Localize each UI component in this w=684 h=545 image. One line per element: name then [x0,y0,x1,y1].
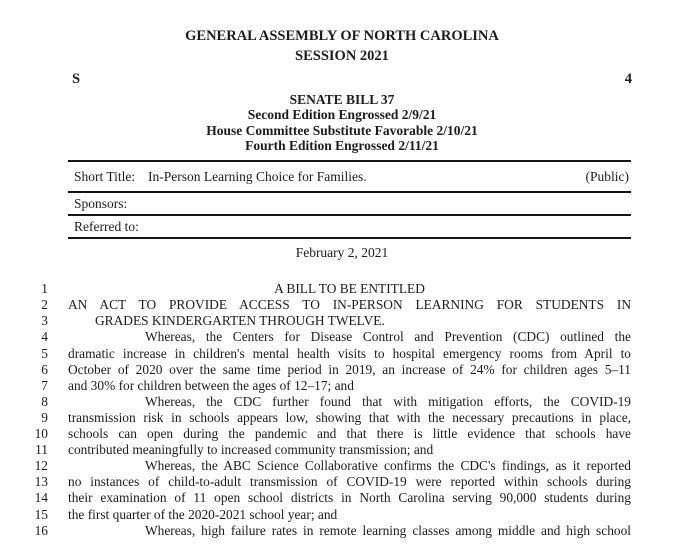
line-number: 9 [41,409,48,425]
bill-line [0,410,684,426]
line-text: transmission risk in schools appears low, showing that with the necessary precautions in place, [68,409,631,425]
referred-to-row [68,216,631,239]
short-title-label: Short Title: [74,168,136,184]
chamber-letter: S [72,71,81,87]
line-number: 2 [41,297,48,313]
line-text: Whereas, the ABC Science Collaborative confirms the CDC's findings, as it reported [145,458,631,474]
line-number: 16 [34,522,48,538]
version-row [72,72,632,87]
bill-line [0,523,684,539]
bill-line [0,507,684,523]
edition-history-line: Fourth Edition Engrossed 2/11/21 [245,137,439,153]
line-text: Whereas, the CDC further found that with mitigation efforts, the COVID-19 [145,393,631,409]
document-header [0,0,684,66]
bill-line [0,329,684,345]
line-number: 5 [41,345,48,361]
line-text: their examination of 11 open school districts in North Carolina serving 90,000 students during [68,490,631,506]
line-number: 10 [34,426,48,442]
bill-line [0,458,684,474]
bill-line [0,297,684,313]
bill-heading [0,92,684,153]
line-text: schools can open during the pandemic and that there is little evidence that schools have [68,426,631,442]
line-number: 12 [34,458,48,474]
bill-line [0,426,684,442]
line-text: AN ACT TO PROVIDE ACCESS TO IN-PERSON LEARNING FOR STUDENTS IN [68,297,631,313]
bill-line [0,281,684,297]
sponsors-label: Sponsors: [74,195,128,211]
line-text: contributed meaningfully to increased community transmission; and [68,442,434,458]
public-designation: (Public) [585,168,629,184]
line-number: 8 [41,393,48,409]
bill-line [0,362,684,378]
bill-line [0,346,684,362]
line-text: October of 2020 over the same time period in 2019, an increase of 24% for children ages 5–11 [68,361,631,377]
line-text: GRADES KINDERGARTEN THROUGH TWELVE. [95,313,385,329]
session-title: SESSION 2021 [295,47,389,64]
bill-line [0,313,684,329]
edition-history-line: House Committee Substitute Favorable 2/10/21 [206,122,478,138]
bill-line [0,490,684,506]
assembly-title: GENERAL ASSEMBLY OF NORTH CAROLINA [185,28,499,44]
edition-number: 4 [624,71,632,87]
line-number: 7 [41,377,48,393]
line-number: 6 [41,361,48,377]
line-text: Whereas, the Centers for Disease Control and Prevention (CDC) outlined the [145,329,631,345]
line-number: 15 [34,506,48,522]
line-text: Whereas, high failure rates in remote learning classes among middle and high school [145,522,631,538]
line-text: and 30% for children between the ages of 12–17; and [68,377,354,393]
edition-history-line: Second Edition Engrossed 2/9/21 [247,107,437,123]
bill-body [0,281,684,539]
info-table [68,160,631,239]
line-number: 14 [34,490,48,506]
line-number: 13 [34,474,48,490]
date-line: February 2, 2021 [295,245,389,261]
bill-line [0,394,684,410]
bill-line [0,378,684,394]
short-title-value: In-Person Learning Choice for Families. [148,168,367,184]
line-text: A BILL TO BE ENTITLED [274,281,425,297]
bill-line [0,474,684,490]
line-text: the first quarter of the 2020-2021 school year; and [68,506,338,522]
line-number: 3 [41,313,48,329]
line-text: dramatic increase in children's mental health visits to hospital emergency rooms from April to [68,345,631,361]
bill-title: SENATE BILL 37 [289,92,395,107]
referred-to-label: Referred to: [74,218,139,234]
line-text: no instances of child-to-adult transmission of COVID-19 were reported within schools during [68,474,631,490]
bill-line [0,442,684,458]
short-title-row [68,162,631,193]
sponsors-row [68,193,631,216]
line-number: 11 [35,442,48,458]
line-number: 1 [41,281,48,297]
line-number: 4 [41,329,48,345]
